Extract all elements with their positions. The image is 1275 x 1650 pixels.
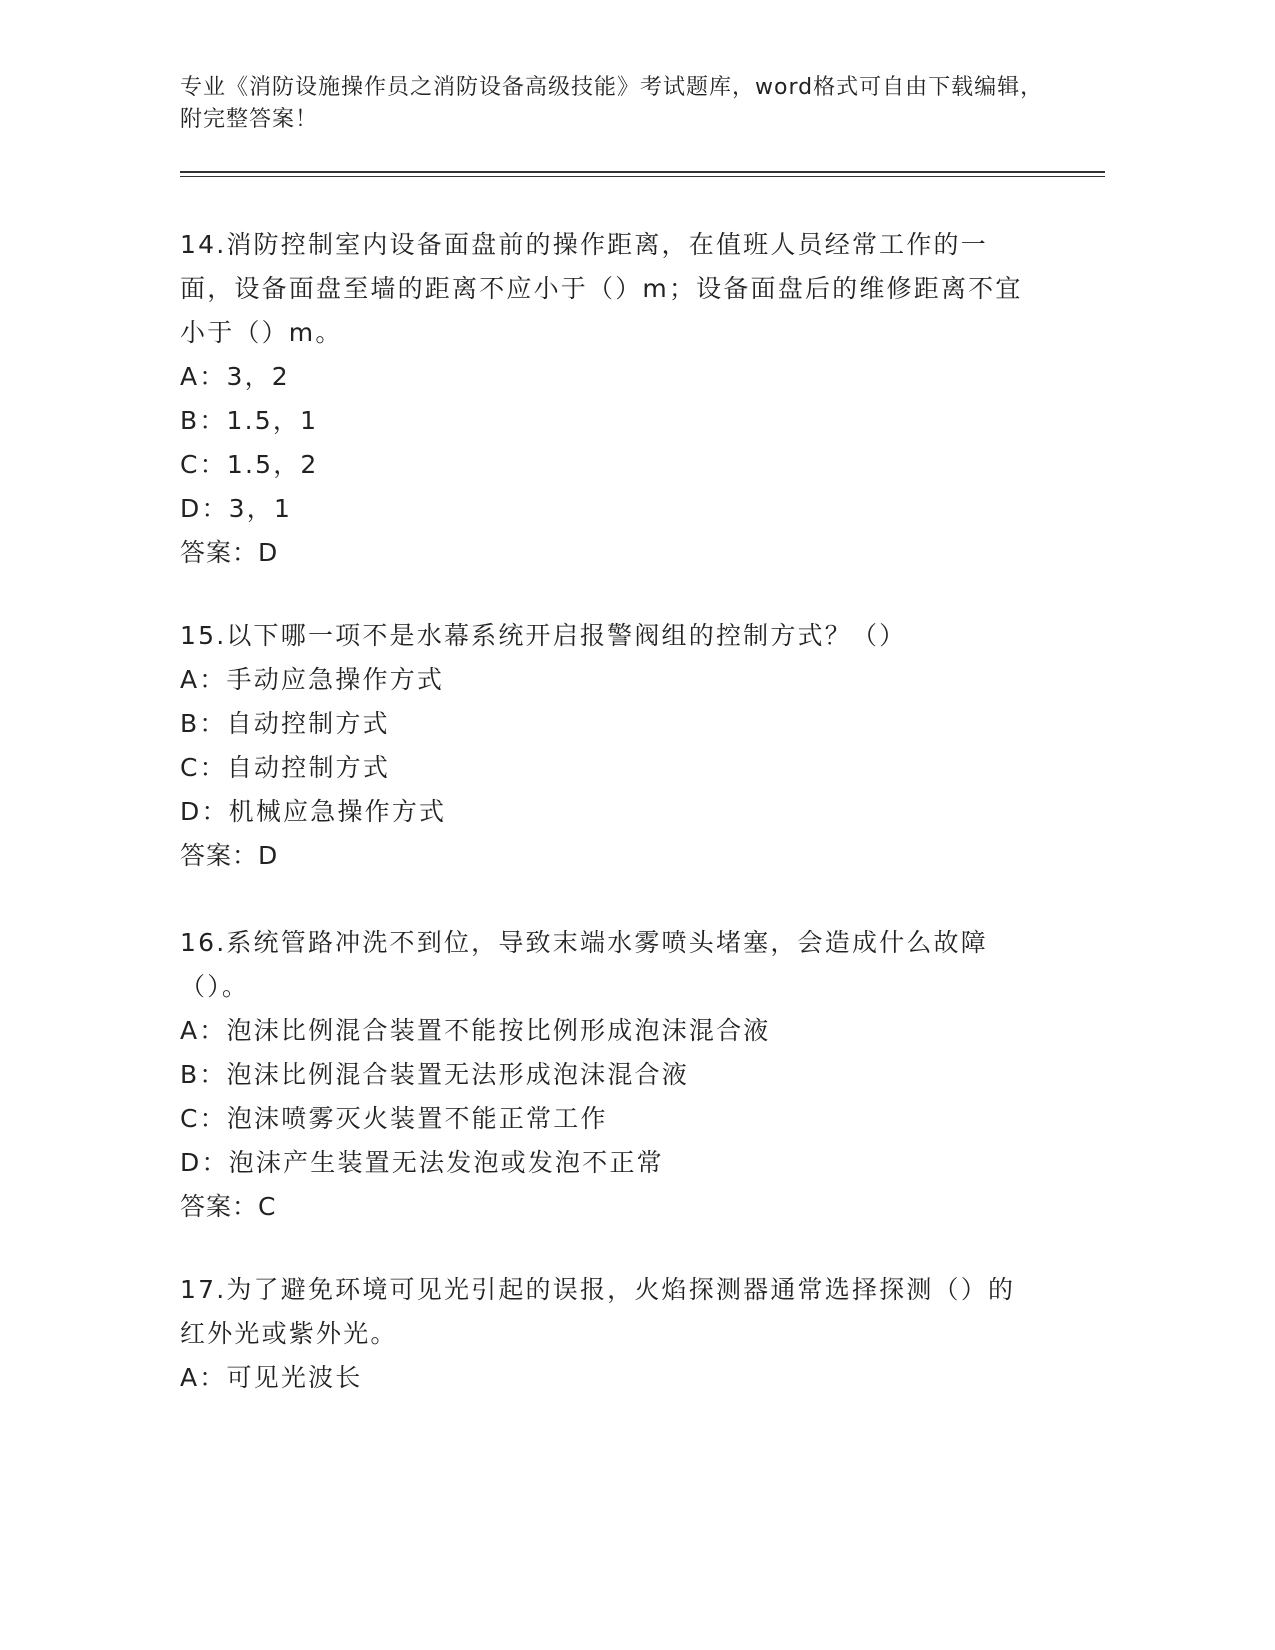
answer-line: 答案：D xyxy=(180,841,279,870)
option-b: B：自动控制方式 xyxy=(180,709,390,738)
header-divider-thick xyxy=(180,171,1105,173)
option-c: C：自动控制方式 xyxy=(180,753,391,782)
option-a: A：可见光波长 xyxy=(180,1363,363,1392)
option-c: C：1.5，2 xyxy=(180,450,319,479)
option-a: A：泡沫比例混合装置不能按比例形成泡沫混合液 xyxy=(180,1016,771,1045)
option-d: D：机械应急操作方式 xyxy=(180,797,447,826)
option-b: B：1.5，1 xyxy=(180,406,319,435)
question-16 xyxy=(180,921,1040,1229)
option-d: D：3，1 xyxy=(180,494,293,523)
question-stem: 15.以下哪一项不是水幕系统开启报警阀组的控制方式？（） xyxy=(180,621,907,650)
header-divider-thin xyxy=(180,176,1105,177)
option-a: A：3，2 xyxy=(180,362,290,391)
question-stem: 16.系统管路冲洗不到位，导致末端水雾喷头堵塞，会造成什么故障（）。 xyxy=(180,928,988,1001)
option-a: A：手动应急操作方式 xyxy=(180,665,445,694)
option-b: B：泡沫比例混合装置无法形成泡沫混合液 xyxy=(180,1060,689,1089)
answer-line: 答案：D xyxy=(180,538,279,567)
question-stem: 17.为了避免环境可见光引起的误报，火焰探测器通常选择探测（）的红外光或紫外光。 xyxy=(180,1275,1016,1348)
option-d: D：泡沫产生装置无法发泡或发泡不正常 xyxy=(180,1148,664,1177)
question-stem: 14.消防控制室内设备面盘前的操作距离，在值班人员经常工作的一面，设备面盘至墙的距离不应小于（）m；设备面盘后的维修距离不宜小于（）m。 xyxy=(180,230,1023,347)
question-17 xyxy=(180,1268,1040,1400)
answer-line: 答案：C xyxy=(180,1192,277,1221)
header-intro-text: 专业《消防设施操作员之消防设备高级技能》考试题库，word格式可自由下载编辑，附完整答案！ xyxy=(180,75,1044,132)
document-header xyxy=(180,72,1060,136)
question-15 xyxy=(180,614,1040,878)
question-14 xyxy=(180,223,1040,575)
option-c: C：泡沫喷雾灭火装置不能正常工作 xyxy=(180,1104,608,1133)
